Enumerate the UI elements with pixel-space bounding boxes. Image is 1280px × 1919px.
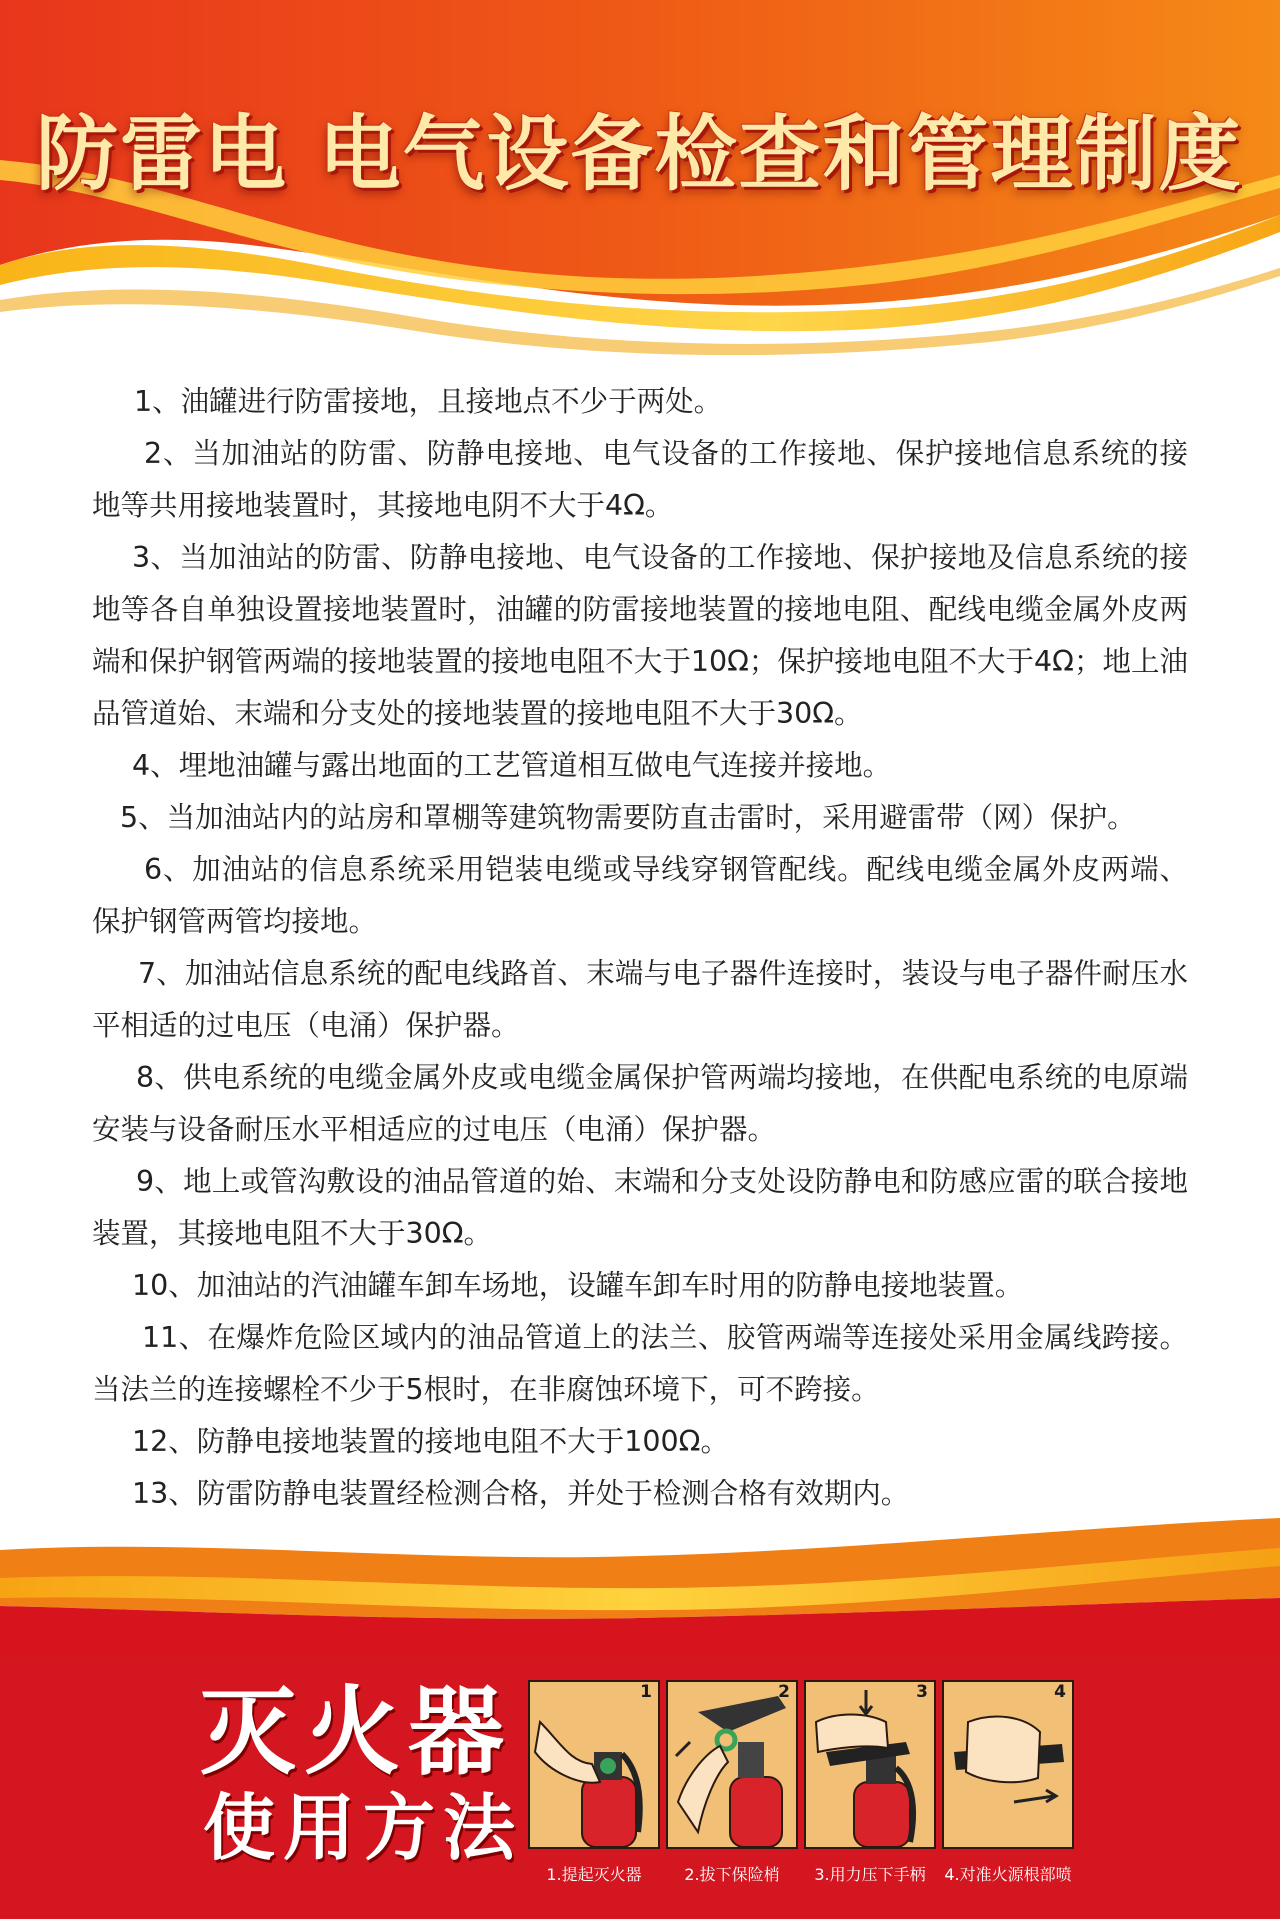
page-title: 防雷电 电气设备检查和管理制度	[36, 107, 1243, 202]
rules-list	[92, 376, 1188, 1520]
rule-item: 2、当加油站的防雷、防静电接地、电气设备的工作接地、保护接地信息系统的接地等共用接地装置时，其接地电阴不大于4Ω。	[92, 437, 1188, 522]
rule-item: 11、在爆炸危险区域内的油品管道上的法兰、胶管两端等连接处采用金属线跨接。当法兰的连接螺栓不少于5根时，在非腐蚀环境下，可不跨接。	[92, 1321, 1188, 1406]
lift-extinguisher-icon	[530, 1682, 658, 1847]
rule-item: 8、供电系统的电缆金属外皮或电缆金属保护管两端均接地，在供配电系统的电原端安装与设备耐压水平相适应的过电压（电涌）保护器。	[92, 1061, 1188, 1146]
extinguisher-step	[942, 1680, 1074, 1885]
rule-item: 12、防静电接地装置的接地电阻不大于100Ω。	[132, 1425, 729, 1458]
rule-item: 13、防雷防静电装置经检测合格，并处于检测合格有效期内。	[132, 1477, 910, 1510]
rule-item: 5、当加油站内的站房和罩棚等建筑物需要防直击雷时，采用避雷带（网）保护。	[120, 801, 1136, 834]
header-banner	[0, 0, 1280, 360]
step-illustration	[666, 1680, 798, 1849]
rule-item: 10、加油站的汽油罐车卸车场地，设罐车卸车时用的防静电接地装置。	[132, 1269, 1024, 1302]
step-number: 4	[1054, 1682, 1066, 1702]
step-caption: 4.对准火源根部喷	[944, 1865, 1072, 1884]
rule-item: 1、油罐进行防雷接地，且接地点不少于两处。	[134, 385, 723, 418]
step-illustration	[804, 1680, 936, 1849]
rule-item: 3、当加油站的防雷、防静电接地、电气设备的工作接地、保护接地及信息系统的接地等各自单独设置接地装置时，油罐的防雷接地装置的接地电阻、配线电缆金属外皮两端和保护钢管两端的接地装置的接地电阻不大于10Ω；保护接地电阻不大于4Ω；地上油品管道始、末端和分支处的接地装置的接地电阻不大于30Ω。	[92, 541, 1188, 730]
step-caption: 3.用力压下手柄	[814, 1865, 926, 1884]
extinguisher-title-line2: 使用方法	[203, 1786, 524, 1870]
step-illustration	[528, 1680, 660, 1849]
rule-item: 7、加油站信息系统的配电线路首、末端与电子器件连接时，装设与电子器件耐压水平相适的过电压（电涌）保护器。	[92, 957, 1188, 1042]
rule-item: 6、加油站的信息系统采用铠装电缆或导线穿钢管配线。配线电缆金属外皮两端、保护钢管两管均接地。	[92, 853, 1188, 938]
rule-item: 9、地上或管沟敷设的油品管道的始、末端和分支处设防静电和防感应雷的联合接地装置，其接地电阻不大于30Ω。	[92, 1165, 1188, 1250]
extinguisher-title-line1: 灭火器	[200, 1676, 512, 1788]
rule-item: 4、埋地油罐与露出地面的工艺管道相互做电气连接并接地。	[132, 749, 892, 782]
step-number: 2	[778, 1682, 790, 1702]
step-number: 1	[640, 1682, 652, 1702]
extinguisher-step	[666, 1680, 798, 1885]
pull-pin-icon	[668, 1682, 796, 1847]
step-caption: 2.拔下保险梢	[684, 1865, 780, 1884]
step-illustration	[942, 1680, 1074, 1849]
step-number: 3	[916, 1682, 928, 1702]
aim-nozzle-icon	[944, 1682, 1072, 1847]
extinguisher-section	[0, 1508, 1280, 1919]
extinguisher-step	[804, 1680, 936, 1885]
press-handle-icon	[806, 1682, 934, 1847]
extinguisher-step	[528, 1680, 660, 1885]
step-caption: 1.提起灭火器	[546, 1865, 642, 1884]
